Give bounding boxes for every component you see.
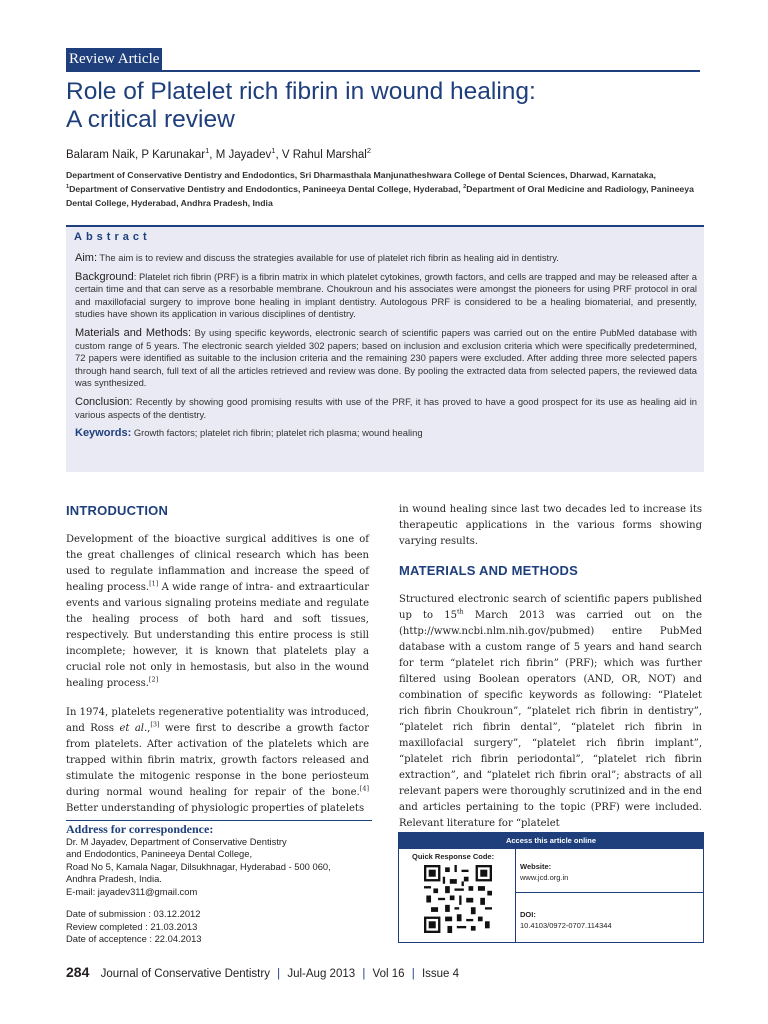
intro-p2-text-c: Better understanding of physiologic properties of platelets — [66, 803, 365, 814]
correspondence-block — [66, 823, 372, 899]
footer-separator: | — [411, 968, 415, 980]
volume: Vol 16 — [372, 968, 405, 980]
abstract-aim — [75, 252, 697, 265]
correspondence-rule — [66, 820, 372, 821]
author-sup-1: 1 — [205, 146, 210, 156]
abstract-box — [66, 225, 704, 472]
aim-label: Aim: — [75, 252, 97, 264]
citation-ref[interactable]: [2] — [148, 675, 159, 684]
background-text: : Platelet rich fibrin (PRF) is a fibrin matrix in which platelet cytokines, growth factors, and cells are trapped and may be released after a certain time and that can serve as a resorbable membrane. Choukroun and his associates were amongst the pioneers for using PRF protocol in oral and maxillofacial surgery to improve bone healing in implant dentistry. Autologous PRF is considered to be a healing biomaterial, and presently, studies have shown its application in various disciplines of dentistry. — [75, 270, 697, 320]
methods-text: By using specific keywords, electronic search of scientific papers was carried out on the entire PubMed database with custom range of 5 years. The electronic search yielded 302 papers; based on inclusion and exclusion criteria which were specifically predetermined, 72 papers were identified as suitable to the inclusion criteria and the remaining 230 papers were excluded. After adding three more selected papers through hand search, full text of all the articles retrieved and review was done. By pooling the extracted data from selected papers, the reviewed data was synthesized. — [75, 326, 697, 389]
conclusion-label: Conclusion: — [75, 395, 133, 408]
article-title — [66, 78, 706, 134]
affiliation-part-2: Department of Conservative Dentistry and Endodontics, Panineeya Dental College, Hyderabad, — [69, 184, 464, 194]
ordinal-suffix: th — [456, 607, 464, 616]
submission-date: Date of submission : 03.12.2012 — [66, 908, 201, 919]
intro-p1-text-b: A wide range of intra- and extraarticular events and various signaling proteins mediate and regulate the healing process of both hard and soft tissues, respectively. But understanding this entire process is still incomplete; however, it is known that platelets play a crucial role not only in hemostasis, but also in the wound healing process. — [66, 582, 369, 689]
intro-p2-comma: , — [147, 723, 151, 734]
introduction-heading: INTRODUCTION — [66, 503, 169, 518]
intro-paragraph-2 — [66, 705, 369, 817]
right-column — [399, 502, 702, 845]
abstract-keywords — [75, 427, 697, 440]
title-line-2: A critical review — [66, 106, 235, 133]
author-names-1: Balaram Naik, P Karunakar — [66, 149, 206, 161]
affiliation-part-1: Department of Conservative Dentistry and Endodontics, Sri Dharmasthala Manjunatheshwara College of Dental Sciences, Dharwad, Karnataka, — [66, 170, 656, 180]
conclusion-text: Recently by showing good promising results with use of the PRF, it has proved to have a good prospect for its use as healing aid in various aspects of the dentistry. — [75, 395, 697, 420]
qr-label: Quick Response Code: — [412, 852, 495, 861]
methods-label: Materials and Methods: — [75, 326, 192, 339]
author-sup-2: 1 — [271, 146, 276, 156]
abstract-methods — [75, 327, 697, 390]
website-label: Website: — [520, 862, 552, 871]
methods-paragraph-1 — [399, 592, 702, 832]
author-names-2: M Jayadev — [215, 149, 272, 161]
keywords-label: Keywords: — [75, 427, 132, 440]
methods-p1-text-b: March 2013 was carried out on the (http://www.ncbi.nlm.nih.gov/pubmed) entire PubMed database with a custom range of 5 years and hand search for term “platelet rich fibrin” (PRF); which was further filtered using Boolean operators (AND, OR, NOT) and combination of specific keywords as following: “Platelet rich fibrin Choukroun”, “platelet rich fibrin in dentistry”, “platelet rich fibrin dental”, “platelet rich fibrin in maxillofacial surgery”, “platelet rich fibrin implant”, “platelet rich fibrin periodontal”, “platelet rich fibrin extraction”, and “platelet rich fibrin oral”; abstracts of all relevant papers were thoroughly scrutinized and in the end and articles pertaining to the topic (PRF) were included. Relevant literature for “platelet — [399, 610, 702, 829]
header-rule — [66, 70, 700, 72]
correspondence-heading: Address for correspondence: — [66, 822, 214, 836]
intro-p2-text-b: were first to describe a growth factor from platelets. After activation of the platelets which are trapped within fibrin matrix, growth factors released and stimulate the mitogenic response in the bone periosteum during normal wound healing for repair of the bone. — [66, 723, 369, 798]
author-list: Balaram Naik, P Karunakar$^1$, M Jayadev$^1$, V Rahul Marshal$^2$ — [66, 146, 372, 161]
affiliations — [66, 168, 702, 210]
address-line: and Endodontics, Panineeya Dental College, — [66, 848, 253, 860]
abstract-background — [75, 271, 697, 321]
citation-ref[interactable]: [1] — [149, 579, 159, 588]
address-line: Andhra Pradesh, India. — [66, 873, 162, 885]
abstract-conclusion — [75, 396, 697, 421]
journal-name: Journal of Conservative Dentistry — [100, 968, 270, 980]
footer-separator: | — [362, 968, 366, 980]
access-title: Access this article online — [399, 833, 703, 849]
issue-date: Jul-Aug 2013 — [287, 968, 356, 980]
footer-separator: | — [277, 968, 281, 980]
citation-ref[interactable]: [4] — [359, 784, 369, 793]
doi-value[interactable]: 10.4103/0972-0707.114344 — [520, 921, 612, 930]
aim-text: The aim is to review and discuss the strategies available for use of platelet rich fibrin as healing aid in dentistry. — [97, 252, 559, 263]
affiliation-sup-1: 1 — [66, 184, 70, 191]
intro-paragraph-3: in wound healing since last two decades led to increase its therapeutic applications in the various forms showing varying results. — [399, 504, 702, 547]
intro-p2-text-a: In 1974, platelets regenerative potentiality was introduced, and Ross — [66, 707, 369, 734]
methods-heading: MATERIALS AND METHODS — [399, 563, 578, 578]
address-line: Dr. M Jayadev, Department of Conservative Dentistry — [66, 835, 287, 847]
review-date: Review completed : 21.03.2013 — [66, 920, 198, 932]
email-line[interactable]: E-mail: jayadev311@gmail.com — [66, 885, 198, 897]
issue-number: Issue 4 — [421, 968, 460, 980]
keywords-text: Growth factors; platelet rich fibrin; platelet rich plasma; wound healing — [131, 427, 423, 439]
access-online-box — [398, 832, 704, 943]
affiliation-sup-2: 2 — [463, 184, 467, 191]
page-number: 284 — [66, 964, 90, 980]
abstract-heading: Abstract — [74, 231, 151, 243]
left-column — [66, 503, 369, 830]
author-sup-3: 2 — [366, 146, 372, 156]
intro-paragraph-1 — [66, 532, 369, 692]
intro-p1-text-a: Development of the bioactive surgical additives is one of the great challenges of clinical research which has been used to regulate inflammation and increase the speed of healing process. — [66, 534, 369, 593]
doi-label: DOI: — [520, 910, 536, 919]
access-hdivider — [516, 892, 704, 893]
et-al: et al. — [119, 723, 148, 734]
dates-block — [66, 908, 202, 946]
methods-p1-text-a: Structured electronic search of scientific papers published up to 15 — [399, 594, 702, 621]
title-line-1: Role of Platelet rich fibrin in wound healing: — [66, 78, 536, 105]
background-label: Background — [75, 270, 134, 283]
acceptance-date: Date of acceptence : 22.04.2013 — [66, 933, 202, 945]
citation-ref[interactable]: [3] — [150, 720, 160, 729]
website-link[interactable]: www.jcd.org.in — [520, 873, 569, 882]
affiliation-part-3: Department of Oral Medicine and Radiology, Panineeya Dental College, Hyderabad, Andhra Pradesh, India — [66, 184, 694, 208]
address-line: Road No 5, Kamala Nagar, Dilsukhnagar, Hyderabad - 500 060, — [66, 860, 331, 872]
author-names-3: V Rahul Marshal — [281, 149, 367, 161]
abstract-body — [75, 252, 697, 446]
article-type-badge: Review Article — [66, 48, 162, 70]
access-divider — [515, 849, 516, 943]
page-footer — [66, 964, 459, 980]
qr-code-icon[interactable] — [424, 863, 492, 935]
